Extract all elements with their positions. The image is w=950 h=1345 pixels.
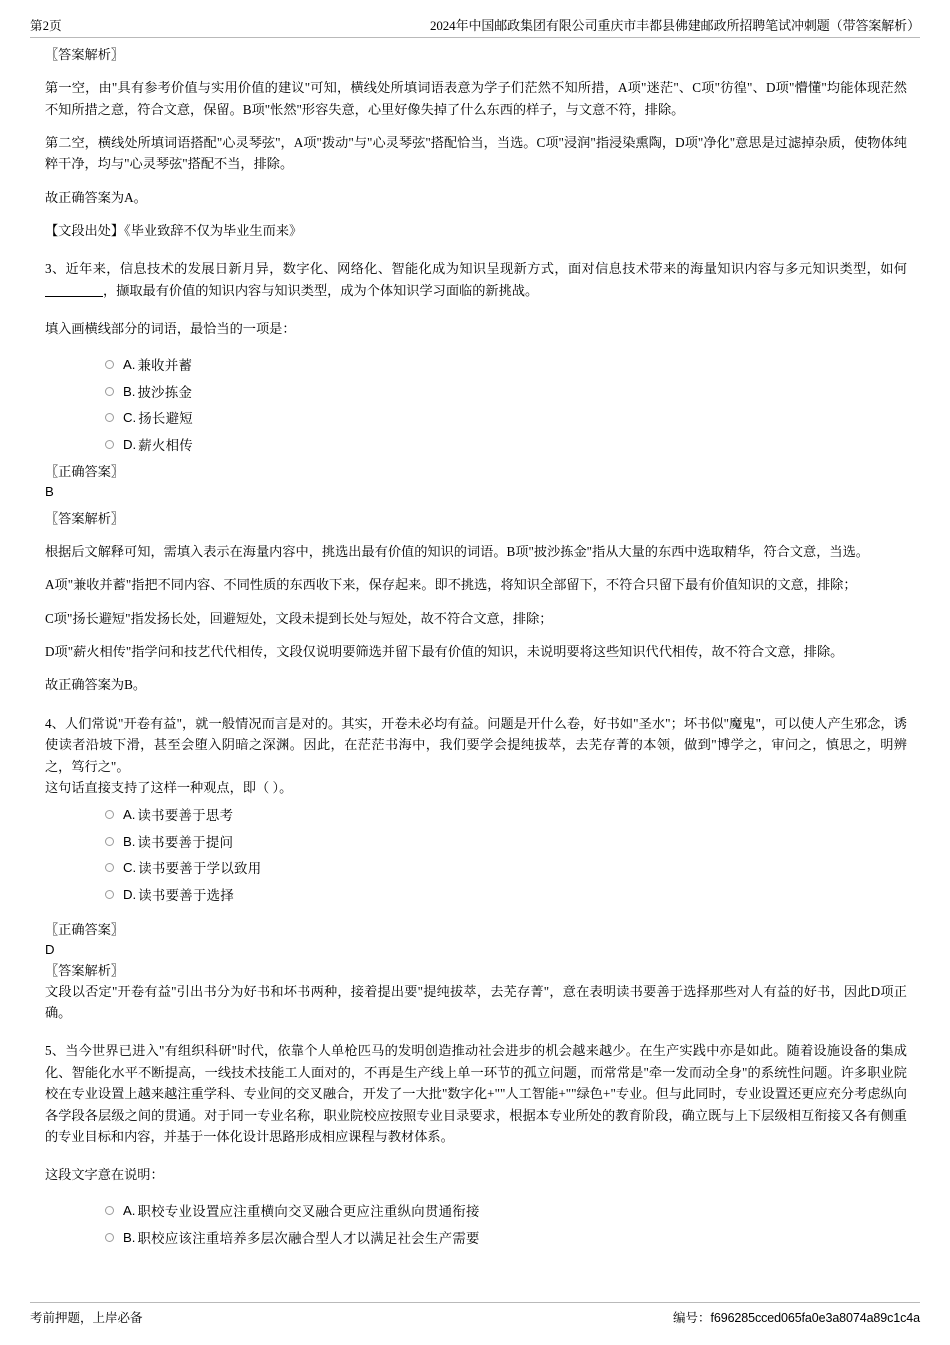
q3-explanation-para-3: C项"扬长避短"指发扬长处，回避短处，文段未提到长处与短处，故不符合文意，排除； (45, 610, 553, 626)
option-label: 职校专业设置应注重横向交叉融合更应注重纵向贯通衔接 (137, 1204, 480, 1220)
q3-option-c[interactable] (105, 405, 907, 432)
q2-explanation-para-1: 第一空，由"具有参考价值与实用价值的建议"可知，横线处所填词语表意为学子们茫然不知所措，A项"迷茫"、C项"彷徨"、D项"懵懂"均能体现茫然不知所措之意，符合文意，保留。B项"怅然"形容失意，心里好像失掉了什么东西的样子，与文意不符，排除。 (45, 80, 907, 117)
radio-button-icon[interactable] (105, 440, 114, 449)
q3-prompt: 填入画横线部分的词语，最恰当的一项是： (45, 321, 296, 337)
q2-source-title: 《毕业致辞不仅为毕业生而来》 (124, 223, 303, 238)
q3-option-b[interactable] (105, 378, 907, 405)
footer-id-value: f696285cced065fa0e3a8074a89c1c4a (710, 1311, 920, 1325)
page-content (45, 44, 907, 1251)
header-document-title: 2024年中国邮政集团有限公司重庆市丰都县佛建邮政所招聘笔试冲刺题（带答案解析） (429, 18, 920, 33)
option-letter: C. (123, 410, 137, 426)
option-label: 薪火相传 (138, 437, 193, 453)
q5-prompt: 这段文字意在说明： (45, 1167, 164, 1183)
q2-source-line (45, 220, 907, 241)
q3-correct-answer-tag: 〖正确答案〗 (45, 463, 125, 479)
q3-explanation-para-2: A项"兼收并蓄"指把不同内容、不同性质的东西收下来，保存起来。即不挑选，将知识全部留下，不符合只留下最有价值知识的文意，排除； (45, 577, 857, 593)
q3-explanation-tag: 〖答案解析〗 (45, 510, 125, 526)
option-letter: A. (123, 1203, 136, 1219)
q4-option-b[interactable] (105, 828, 907, 855)
page-header (30, 8, 920, 38)
footer-id-label: 编号： (672, 1311, 711, 1325)
footer-note: 考前押题，上岸必备 (30, 1311, 143, 1325)
q3-stem-part-1: 3、近年来，信息技术的发展日新月异，数字化、网络化、智能化成为知识呈现新方式，面对信息技术带来的海量知识内容与多元知识类型，如何 (45, 261, 907, 277)
q4-correct-answer-tag: 〖正确答案〗 (45, 922, 125, 938)
page-footer (30, 1302, 920, 1330)
q3-option-a[interactable] (105, 352, 907, 379)
q4-option-c[interactable] (105, 854, 907, 881)
q5-stem: 5、当今世界已进入"有组织科研"时代，依靠个人单枪匹马的发明创造推动社会进步的机会越来越少。在生产实践中亦是如此。随着设施设备的集成化、智能化水平不断提高，一线技术技能工人面对的，不再是生产线上单一环节的孤立问题，而常常是"牵一发而动全身"的系统性问题。许多职业院校在专业设置上越来越注重学科、专业间的交叉融合，开发了一大批"数字化+""人工智能+""绿色+"专业。但与此同时，专业设置还更应充分考虑纵向各学段各层级之间的贯通。对于同一专业名称，职业院校应按照专业目录要求，根据本专业所处的教育阶段，确立既与上下层级相互衔接又各有侧重的专业目标和内容，并基于一体化设计思路形成相应课程与教材体系。 (45, 1043, 907, 1144)
q2-source-tag: 【文段出处】 (45, 223, 125, 238)
option-letter: A. (123, 807, 136, 823)
q5-option-a[interactable] (105, 1198, 907, 1225)
q3-fill-blank (45, 296, 103, 297)
header-page-number: 第2页 (30, 19, 62, 33)
q4-stem: 4、人们常说"开卷有益"，就一般情况而言是对的。其实，开卷未必均有益。问题是开什么卷，好书如"圣水"；坏书似"魔鬼"，可以使人产生邪念，诱使读者沿坡下滑，甚至会堕入阴暗之深渊。因此，在茫茫书海中，我们要学会提纯拔萃，去芜存菁的本领，做到"博学之，审问之，慎思之，明辨之，笃行之"。 (45, 715, 907, 774)
option-label: 读书要善于思考 (137, 808, 234, 824)
q3-explanation-conclusion: 故正确答案为B。 (45, 677, 147, 693)
option-label: 读书要善于提问 (137, 834, 234, 850)
q3-options (45, 352, 907, 458)
q4-explanation-text: 文段以否定"开卷有益"引出书分为好书和坏书两种，接着提出要"提纯拔萃，去芜存菁"，意在表明读书要善于选择那些对人有益的好书，因此D项正确。 (45, 983, 907, 1021)
radio-button-icon[interactable] (105, 387, 114, 396)
q4-options (45, 801, 907, 907)
option-label: 扬长避短 (138, 411, 193, 427)
radio-button-icon[interactable] (105, 360, 114, 369)
radio-button-icon[interactable] (105, 837, 114, 846)
footer-document-id (673, 1308, 920, 1326)
radio-button-icon[interactable] (105, 413, 114, 422)
q3-stem-part-2: ，撷取最有价值的知识内容与知识类型，成为个体知识学习面临的新挑战。 (103, 282, 539, 298)
option-label: 读书要善于学以致用 (138, 861, 262, 877)
q4-prompt: 这句话直接支持了这样一种观点，即（ ）。 (45, 779, 293, 795)
option-label: 读书要善于选择 (138, 887, 235, 903)
option-letter: D. (123, 436, 137, 452)
radio-button-icon[interactable] (105, 863, 114, 872)
option-letter: B. (123, 383, 136, 399)
q4-explanation-tag: 〖答案解析〗 (45, 962, 125, 978)
q3-stem (45, 258, 907, 301)
q4-correct-answer-value: D (45, 942, 55, 958)
q2-explanation-para-2: 第二空，横线处所填词语搭配"心灵琴弦"，A项"拨动"与"心灵琴弦"搭配恰当，当选。C项"浸润"指浸染熏陶，D项"净化"意思是过滤掉杂质，使物体纯粹干净，均与"心灵琴弦"搭配不当，排除。 (45, 134, 907, 172)
q4-option-a[interactable] (105, 801, 907, 828)
q4-option-d[interactable] (105, 881, 907, 908)
option-letter: C. (123, 860, 137, 876)
q5-options (45, 1198, 907, 1251)
q5-option-b[interactable] (105, 1224, 907, 1251)
option-label: 职校应该注重培养多层次融合型人才以满足社会生产需要 (137, 1230, 480, 1246)
option-label: 披沙拣金 (137, 384, 193, 400)
q3-option-d[interactable] (105, 431, 907, 458)
q3-explanation-para-1: 根据后文解释可知，需填入表示在海量内容中，挑选出最有价值的知识的词语。B项"披沙拣金"指从大量的东西中选取精华，符合文意，当选。 (45, 543, 869, 559)
q3-explanation-para-4: D项"薪火相传"指学问和技艺代代相传，文段仅说明要筛选并留下最有价值的知识，未说明要将这些知识代代相传，故不符合文意，排除。 (45, 644, 844, 660)
q2-explanation-tag: 〖答案解析〗 (45, 47, 125, 62)
radio-button-icon[interactable] (105, 1233, 114, 1242)
radio-button-icon[interactable] (105, 810, 114, 819)
q2-explanation-conclusion: 故正确答案为A。 (45, 189, 147, 205)
option-letter: B. (123, 833, 136, 849)
option-letter: D. (123, 886, 137, 902)
option-letter: B. (123, 1229, 136, 1245)
radio-button-icon[interactable] (105, 1206, 114, 1215)
option-label: 兼收并蓄 (137, 358, 193, 374)
q3-correct-answer-value: B (45, 483, 54, 499)
radio-button-icon[interactable] (105, 890, 114, 899)
option-letter: A. (123, 357, 136, 373)
